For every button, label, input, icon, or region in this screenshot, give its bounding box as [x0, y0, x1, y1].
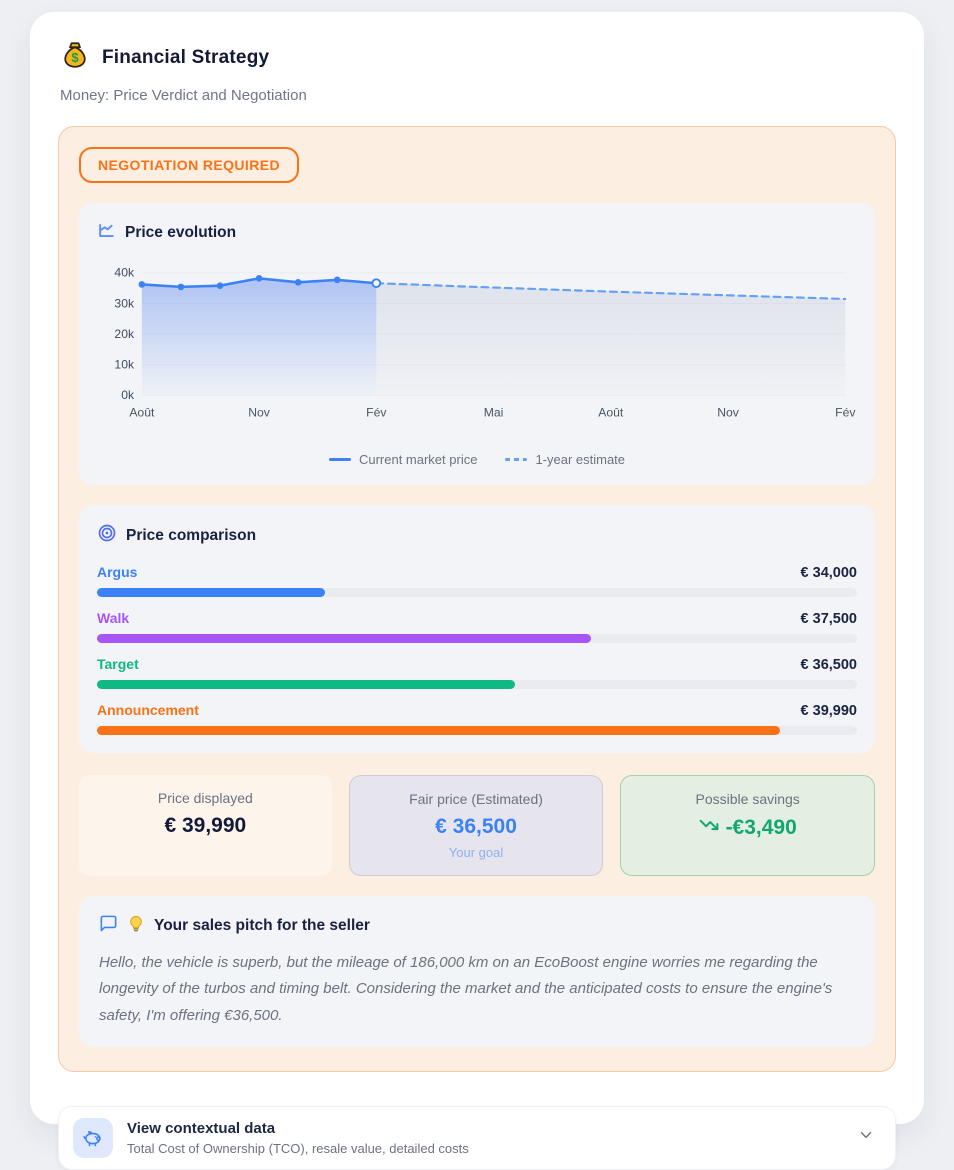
stat-value	[91, 814, 320, 838]
contextual-data-expander[interactable]	[58, 1106, 896, 1170]
negotiation-panel	[58, 126, 896, 1072]
line-chart-svg	[97, 255, 857, 442]
card-header	[58, 40, 896, 75]
stats-row	[79, 775, 875, 876]
svg-text:Août: Août	[598, 405, 624, 420]
bar-fill	[97, 726, 780, 735]
bar-value: € 34,000	[800, 565, 857, 582]
comparison-bar-row	[97, 656, 857, 689]
chart-legend	[97, 452, 857, 467]
piggy-bank-icon	[73, 1118, 113, 1158]
legend-label: 1-year estimate	[535, 452, 626, 468]
legend-label: Current market price	[358, 452, 478, 468]
lightbulb-icon	[127, 915, 145, 938]
stat-value-text: -€3,490	[725, 816, 797, 840]
contextual-data-subtitle: Total Cost of Ownership (TCO), resale value, detailed costs	[127, 1140, 469, 1156]
svg-text:Fév: Fév	[835, 405, 856, 420]
page-title: Financial Strategy	[102, 46, 270, 68]
svg-text:Mai: Mai	[483, 405, 504, 420]
financial-strategy-card	[30, 12, 924, 1156]
sales-pitch-panel	[79, 896, 875, 1047]
svg-text:Nov: Nov	[717, 405, 739, 420]
price-comparison-title: Price comparison	[126, 526, 257, 544]
svg-text:0k: 0k	[121, 388, 135, 403]
svg-text:$: $	[71, 50, 79, 65]
target-icon	[97, 523, 117, 548]
bar-label: Announcement	[97, 702, 199, 719]
stat-value-text: € 39,990	[164, 814, 247, 838]
stat-label: Price displayed	[157, 790, 253, 807]
svg-text:Fév: Fév	[366, 405, 387, 420]
trending-down-icon	[699, 815, 719, 841]
bar-fill	[97, 634, 591, 643]
price-evolution-panel	[79, 203, 875, 485]
bar-value: € 39,990	[800, 703, 857, 720]
price-evolution-chart	[97, 255, 857, 442]
sales-pitch-title: Your sales pitch for the seller	[154, 917, 370, 935]
bar-track	[97, 588, 857, 597]
stat-subtext: Your goal	[448, 845, 504, 861]
bar-label: Argus	[97, 564, 138, 581]
stat-label: Possible savings	[695, 791, 800, 808]
stat-card-fair-price-estimated-	[349, 775, 604, 876]
page-subtitle: Money: Price Verdict and Negotiation	[60, 87, 307, 104]
price-comparison-panel	[79, 505, 875, 753]
svg-text:30k: 30k	[114, 296, 135, 311]
bar-fill	[97, 680, 515, 689]
speech-bubble-icon	[99, 914, 118, 938]
bar-track	[97, 634, 857, 643]
comparison-bar-row	[97, 610, 857, 643]
bar-label: Walk	[97, 610, 130, 627]
chevron-down-icon[interactable]	[857, 1126, 875, 1149]
sales-pitch-text: Hello, the vehicle is superb, but the mileage of 186,000 km on an EcoBoost engine worries me regarding the longevity of the turbos and timing belt. Considering the market and the anticipated costs to ensure the engine's safety, I'm offering €36,500.	[99, 954, 833, 1024]
stat-label: Fair price (Estimated)	[409, 791, 543, 808]
chart-line-icon	[97, 221, 116, 245]
bar-value: € 37,500	[800, 611, 857, 628]
comparison-bars	[97, 564, 857, 735]
price-evolution-title: Price evolution	[125, 224, 237, 241]
stat-value	[633, 815, 862, 841]
svg-text:20k: 20k	[114, 326, 135, 341]
dashed-line-swatch	[505, 458, 527, 461]
comparison-bar-row	[97, 702, 857, 735]
negotiation-status-badge: NEGOTIATION REQUIRED	[79, 147, 299, 183]
stat-card-price-displayed	[79, 775, 332, 876]
bar-fill	[97, 588, 325, 597]
legend-item	[329, 452, 477, 467]
bar-label: Target	[97, 656, 139, 673]
bar-track	[97, 726, 857, 735]
svg-text:10k: 10k	[114, 357, 135, 372]
comparison-bar-row	[97, 564, 857, 597]
legend-item	[505, 452, 625, 467]
svg-text:Nov: Nov	[248, 405, 270, 420]
bar-value: € 36,500	[800, 657, 857, 674]
stat-value-text: € 36,500	[435, 815, 517, 839]
bar-track	[97, 680, 857, 689]
solid-line-swatch	[329, 458, 351, 461]
svg-text:Août: Août	[129, 405, 155, 420]
contextual-data-texts	[127, 1120, 843, 1156]
contextual-data-title: View contextual data	[127, 1119, 276, 1137]
stat-value	[362, 815, 591, 839]
svg-text:40k: 40k	[114, 265, 135, 280]
money-bag-icon	[60, 40, 90, 75]
stat-card-possible-savings	[620, 775, 875, 876]
